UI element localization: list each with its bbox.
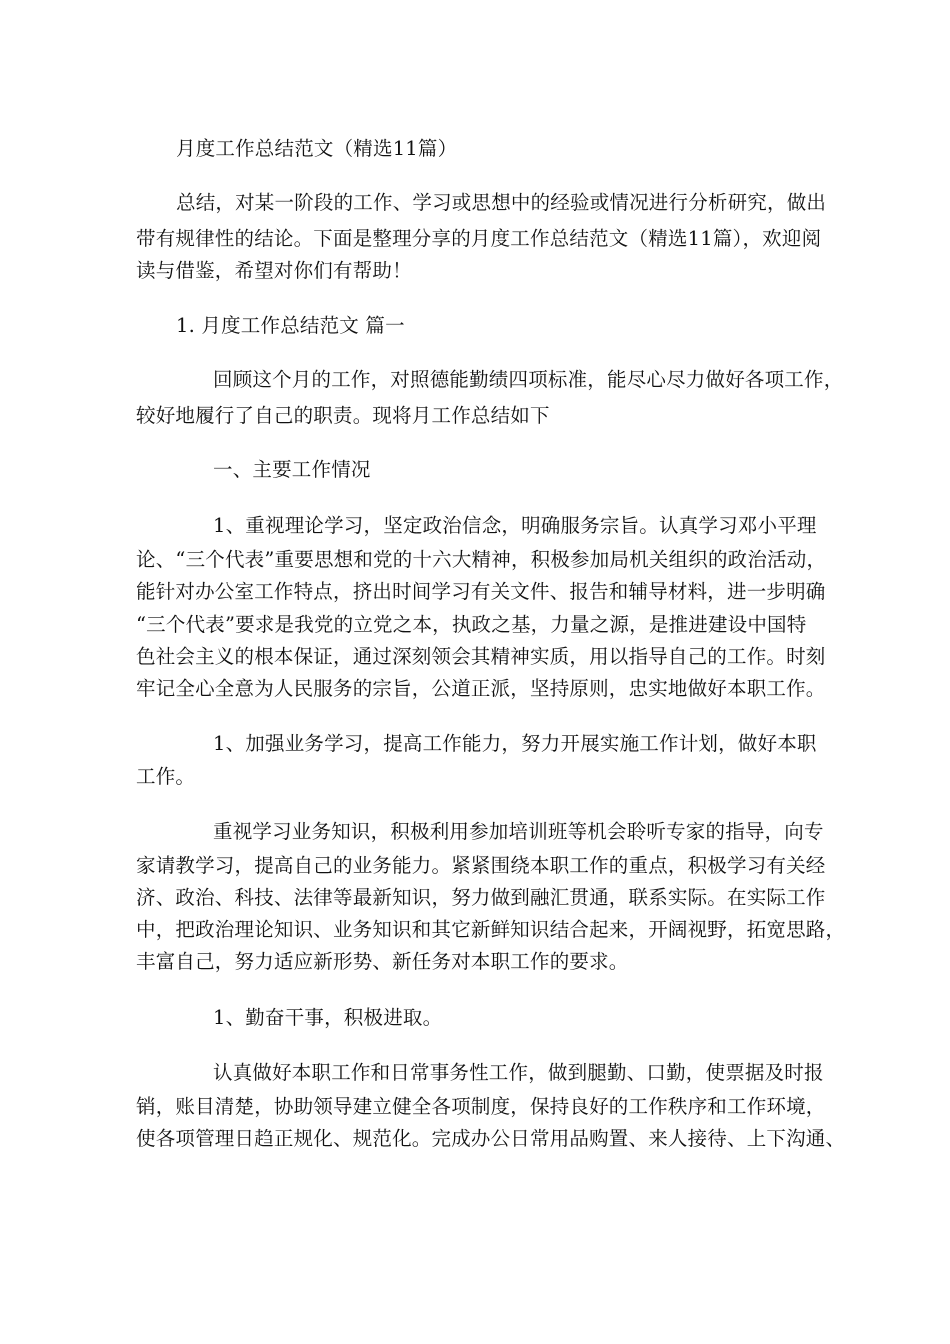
- diligent-line-1: 认真做好本职工作和日常事务性工作，做到腿勤、口勤，使票据及时报: [213, 1061, 824, 1084]
- intro-line-3: 读与借鉴，希望对你们有帮助！: [136, 259, 412, 282]
- business-line-1: 重视学习业务知识，积极利用参加培训班等机会聆听专家的指导，向专: [213, 820, 824, 843]
- item1-line-4: “三个代表”要求是我党的立党之本，执政之基，力量之源，是推进建设中国特: [136, 613, 807, 636]
- business-line-2: 家请教学习，提高自己的业务能力。紧紧围绕本职工作的重点，积极学习有关经: [136, 854, 826, 877]
- item1-line-3: 能针对办公室工作特点，挤出时间学习有关文件、报告和辅导材料，进一步明确: [136, 580, 826, 603]
- review-line-1: 回顾这个月的工作，对照德能勤绩四项标准，能尽心尽力做好各项工作，: [213, 368, 844, 391]
- diligent-line-3: 使各项管理日趋正规化、规范化。完成办公日常用品购置、来人接待、上下沟通、: [136, 1127, 846, 1150]
- item1-line-2: 论、“三个代表”重要思想和党的十六大精神，积极参加局机关组织的政治活动，: [136, 548, 827, 571]
- item2-line-1: 1、加强业务学习，提高工作能力，努力开展实施工作计划，做好本职: [213, 732, 817, 755]
- item1-line-6: 牢记全心全意为人民服务的宗旨，公道正派，坚持原则，忠实地做好本职工作。: [136, 677, 826, 700]
- article-heading: 1. 月度工作总结范文 篇一: [176, 314, 405, 337]
- business-line-4: 中，把政治理论知识、业务知识和其它新鲜知识结合起来，开阔视野，拓宽思路，: [136, 918, 846, 941]
- business-line-3: 济、政治、科技、法律等最新知识，努力做到融汇贯通，联系实际。在实际工作: [136, 886, 826, 909]
- document-title: 月度工作总结范文（精选11篇）: [176, 137, 458, 160]
- intro-line-1: 总结，对某一阶段的工作、学习或思想中的经验或情况进行分析研究，做出: [176, 191, 827, 214]
- review-line-2: 较好地履行了自己的职责。现将月工作总结如下: [136, 404, 550, 427]
- section-heading: 一、主要工作情况: [213, 458, 371, 481]
- item3-heading: 1、勤奋干事，积极进取。: [213, 1006, 443, 1029]
- intro-line-2: 带有规律性的结论。下面是整理分享的月度工作总结范文（精选11篇），欢迎阅: [136, 227, 822, 250]
- diligent-line-2: 销，账目清楚，协助领导建立健全各项制度，保持良好的工作秩序和工作环境，: [136, 1095, 826, 1118]
- item2-line-2: 工作。: [136, 765, 196, 788]
- item1-line-1: 1、重视理论学习，坚定政治信念，明确服务宗旨。认真学习邓小平理: [213, 514, 817, 537]
- business-line-5: 丰富自己，努力适应新形势、新任务对本职工作的要求。: [136, 950, 629, 973]
- item1-line-5: 色社会主义的根本保证，通过深刻领会其精神实质，用以指导自己的工作。时刻: [136, 645, 826, 668]
